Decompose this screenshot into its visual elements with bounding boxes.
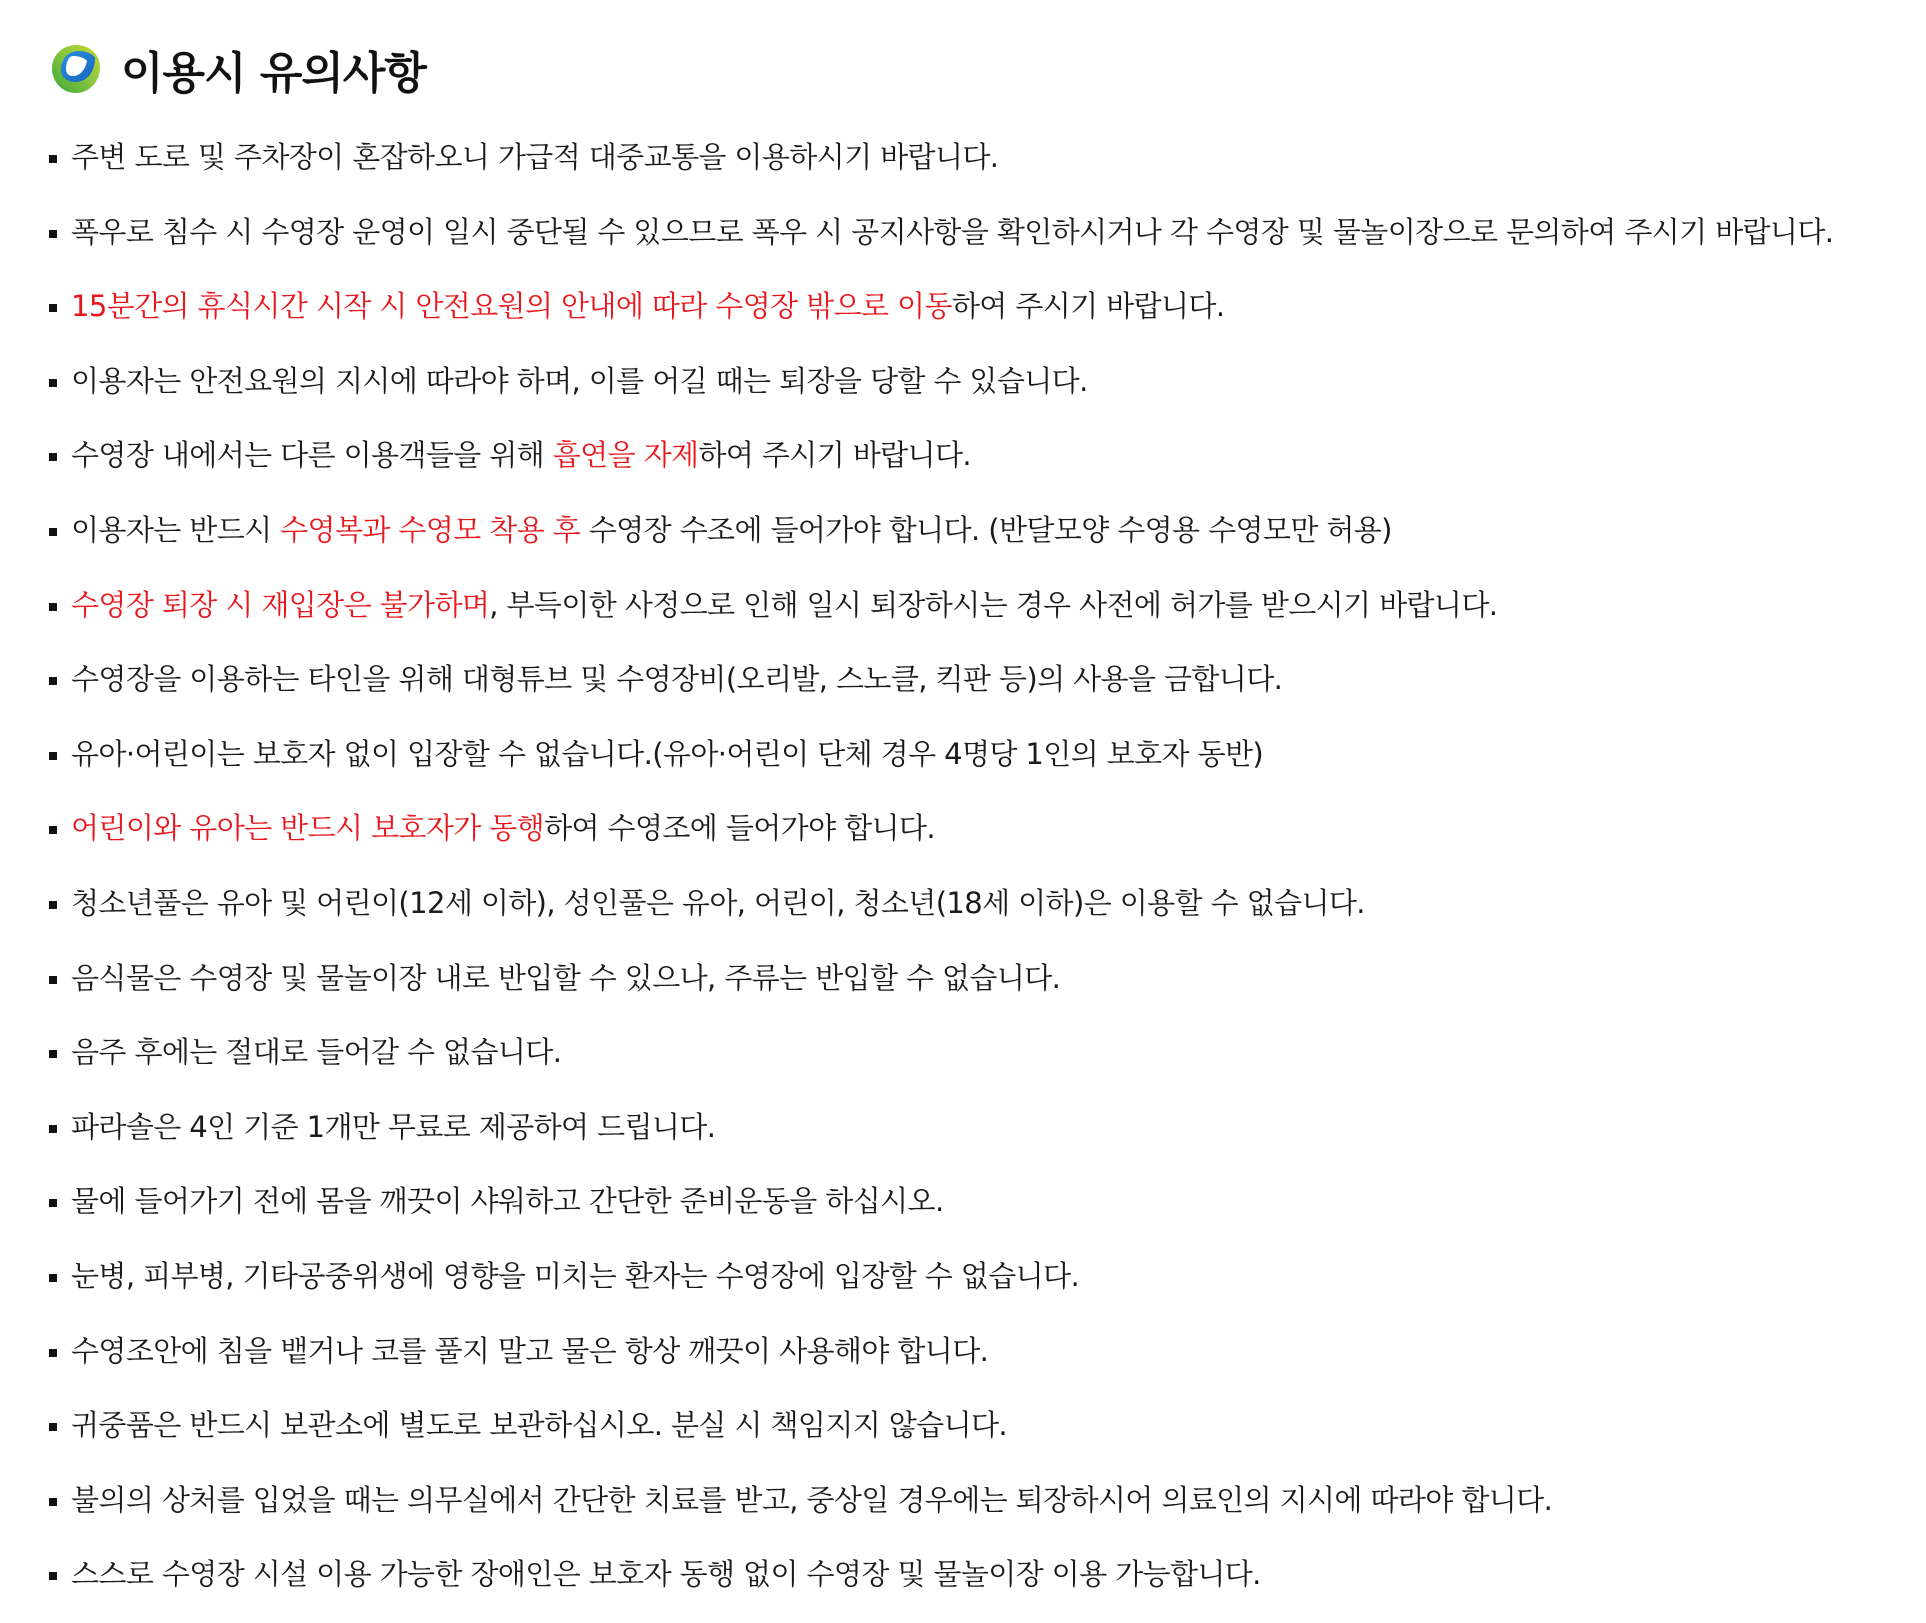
bullet-icon: [49, 1050, 57, 1058]
notice-text: , 부득이한 사정으로 인해 일시 퇴장하시는 경우 사전에 허가를 받으시기 바랍니다.: [489, 587, 1498, 622]
notice-text: 하여 수영조에 들어가야 합니다.: [544, 811, 935, 846]
highlight-text: 15분간의 휴식시간 시작 시 안전요원의 안내에 따라 수영장 밖으로 이동: [71, 289, 952, 324]
notice-item-text: [71, 728, 1263, 780]
drop-leaf-icon: [49, 42, 103, 96]
highlight-text: 어린이와 유아는 반드시 보호자가 동행: [71, 811, 545, 846]
notice-item: [49, 429, 1919, 504]
notice-item-text: [71, 1250, 1079, 1302]
bullet-icon: [49, 901, 57, 909]
notice-item-text: [71, 1026, 561, 1078]
notice-text: 하여 주시기 바랍니다.: [951, 289, 1225, 324]
notice-item-text: [71, 1399, 1007, 1451]
notice-item-text: [71, 355, 1088, 407]
notice-text: 파라솔은 4인 기준 1개만 무료로 제공하여 드립니다.: [71, 1109, 716, 1144]
notice-text: 이용자는 안전요원의 지시에 따라야 하며, 이를 어길 때는 퇴장을 당할 수 있습니다.: [71, 363, 1088, 398]
notice-item-text: [71, 1548, 1261, 1600]
notice-item: [49, 1175, 1919, 1250]
notice-text: 수영장을 이용하는 타인을 위해 대형튜브 및 수영장비(오리발, 스노클, 킥판 등)의 사용을 금합니다.: [71, 662, 1283, 697]
bullet-icon: [49, 1498, 57, 1506]
bullet-icon: [49, 1349, 57, 1357]
bullet-icon: [49, 826, 57, 834]
notice-item: [49, 1548, 1919, 1623]
notice-text: 폭우로 침수 시 수영장 운영이 일시 중단될 수 있으므로 폭우 시 공지사항을 확인하시거나 각 수영장 및 물놀이장으로 문의하여 주시기 바랍니다.: [71, 214, 1834, 249]
notice-item-text: [71, 1175, 944, 1227]
notice-item-text: [71, 952, 1060, 1004]
notice-text: 수영장 내에서는 다른 이용객들을 위해: [71, 438, 553, 473]
notice-text: 귀중품은 반드시 보관소에 별도로 보관하십시오. 분실 시 책임지지 않습니다.: [71, 1408, 1008, 1443]
notice-text: 주변 도로 및 주차장이 혼잡하오니 가급적 대중교통을 이용하시기 바랍니다.: [71, 140, 999, 174]
notice-item: [49, 1026, 1919, 1101]
highlight-text: 수영장 퇴장 시 재입장은 불가하며: [71, 587, 490, 622]
notice-text: 음주 후에는 절대로 들어갈 수 없습니다.: [71, 1035, 562, 1070]
bullet-icon: [49, 677, 57, 685]
notice-item: [49, 1474, 1919, 1549]
page-title: 이용시 유의사항: [121, 48, 426, 99]
section-header: [49, 38, 426, 100]
bullet-icon: [49, 1125, 57, 1133]
notice-item-text: [71, 653, 1282, 705]
bullet-icon: [49, 528, 57, 536]
highlight-text: 흡연을 자제: [552, 438, 699, 473]
notice-text: 음식물은 수영장 및 물놀이장 내로 반입할 수 있으나, 주류는 반입할 수 없습니다.: [71, 960, 1061, 995]
notice-text: 눈병, 피부병, 기타공중위생에 영향을 미치는 환자는 수영장에 입장할 수 없습니다.: [71, 1258, 1080, 1293]
notice-item-text: [71, 1101, 715, 1153]
notice-item: [49, 952, 1919, 1027]
bullet-icon: [49, 1572, 57, 1580]
notice-text: 수영장 수조에 들어가야 합니다. (반달모양 수영용 수영모만 허용): [580, 512, 1392, 547]
notice-item: [49, 1399, 1919, 1474]
bullet-icon: [49, 304, 57, 312]
bullet-icon: [49, 155, 57, 163]
notice-text: 불의의 상처를 입었을 때는 의무실에서 간단한 치료를 받고, 중상일 경우에는 퇴장하시어 의료인의 지시에 따라야 합니다.: [71, 1482, 1553, 1517]
notice-text: 유아·어린이는 보호자 없이 입장할 수 없습니다.(유아·어린이 단체 경우 4명당 1인의 보호자 동반): [71, 736, 1264, 771]
notice-item: [49, 131, 1919, 206]
notice-text: 하여 주시기 바랍니다.: [698, 438, 972, 473]
notice-item: [49, 504, 1919, 579]
notice-item: [49, 1101, 1919, 1176]
notice-item-text: [71, 802, 935, 854]
notice-item: [49, 1325, 1919, 1400]
notice-item-text: [71, 131, 998, 183]
notice-item: [49, 280, 1919, 355]
notice-item-text: [71, 504, 1392, 556]
notice-item-text: [71, 1474, 1552, 1526]
highlight-text: 수영복과 수영모 착용 후: [280, 512, 581, 547]
bullet-icon: [49, 379, 57, 387]
notice-text: 청소년풀은 유아 및 어린이(12세 이하), 성인풀은 유아, 어린이, 청소년(18세 이하)은 이용할 수 없습니다.: [71, 885, 1365, 920]
notice-item: [49, 355, 1919, 430]
notice-item: [49, 728, 1919, 803]
notice-item: [49, 653, 1919, 728]
bullet-icon: [49, 230, 57, 238]
bullet-icon: [49, 603, 57, 611]
notice-item-text: [71, 280, 1224, 332]
bullet-icon: [49, 752, 57, 760]
notice-item-text: [71, 429, 971, 481]
notice-text: 스스로 수영장 시설 이용 가능한 장애인은 보호자 동행 없이 수영장 및 물놀이장 이용 가능합니다.: [71, 1557, 1261, 1592]
notice-item-text: [71, 877, 1365, 929]
bullet-icon: [49, 976, 57, 984]
notice-text: 수영조안에 침을 뱉거나 코를 풀지 말고 물은 항상 깨끗이 사용해야 합니다.: [71, 1333, 989, 1368]
bullet-icon: [49, 453, 57, 461]
bullet-icon: [49, 1274, 57, 1282]
notice-text: 이용자는 반드시: [71, 512, 281, 547]
notice-text: 물에 들어가기 전에 몸을 깨끗이 샤워하고 간단한 준비운동을 하십시오.: [71, 1184, 944, 1219]
notice-item-text: [71, 1325, 988, 1377]
notice-item: [49, 802, 1919, 877]
notice-item: [49, 579, 1919, 654]
notice-item: [49, 1250, 1919, 1325]
notice-item-text: [71, 579, 1497, 631]
notice-item-text: [71, 206, 1833, 258]
bullet-icon: [49, 1423, 57, 1431]
notice-item: [49, 206, 1919, 281]
notice-list: [49, 131, 1919, 1623]
bullet-icon: [49, 1199, 57, 1207]
notice-item: [49, 877, 1919, 952]
